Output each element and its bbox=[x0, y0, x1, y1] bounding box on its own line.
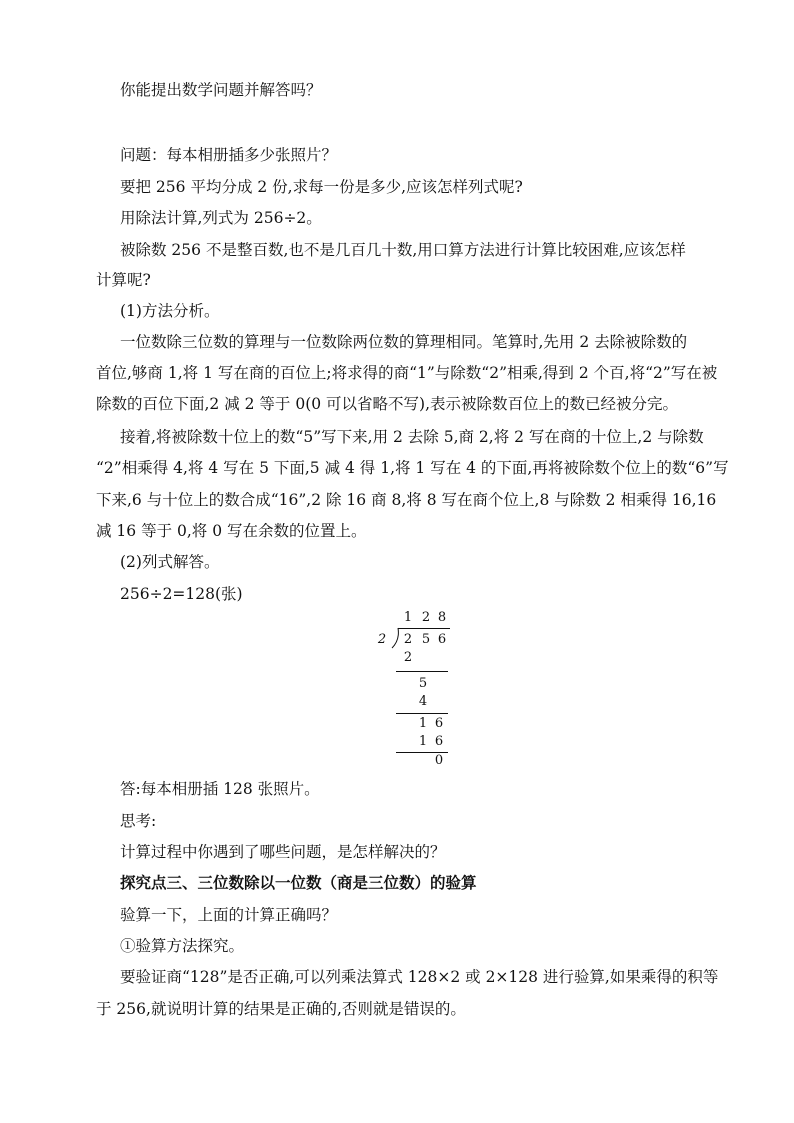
quotient-digit: 2 bbox=[421, 610, 431, 625]
step-row bbox=[376, 694, 446, 710]
answer-line: 答:每本相册插 128 张照片。 bbox=[120, 780, 320, 798]
quotient-row bbox=[376, 610, 446, 626]
method-line-1: 一位数除三位数的算理与一位数除两位数的算理相同。笔算时,先用 2 去除被除数的 bbox=[120, 333, 688, 351]
step-digit: 2 bbox=[403, 650, 413, 665]
dividend-digit: 5 bbox=[421, 632, 431, 647]
remainder-digit: 0 bbox=[434, 753, 444, 768]
dividend-digit: 2 bbox=[403, 632, 413, 647]
verify-method-title: ①验算方法探究。 bbox=[120, 937, 245, 955]
step-digit: 1 bbox=[418, 734, 428, 749]
difficulty-line-1: 被除数 256 不是整百数,也不是几百几十数,用口算方法进行计算比较困难,应该怎样 bbox=[120, 241, 686, 259]
step-digit: 4 bbox=[418, 694, 428, 709]
step-digit: 6 bbox=[434, 734, 444, 749]
step-row bbox=[376, 676, 446, 692]
divisor: 2 bbox=[377, 632, 387, 647]
quotient-digit: 1 bbox=[403, 610, 413, 625]
expression-line: 用除法计算,列式为 256÷2。 bbox=[120, 209, 322, 227]
step-row bbox=[376, 650, 446, 666]
long-division bbox=[376, 610, 456, 770]
think-label: 思考: bbox=[120, 812, 157, 830]
section-heading: 探究点三、三位数除以一位数（商是三位数）的验算 bbox=[120, 873, 477, 892]
prompt-line: 你能提出数学问题并解答吗？ bbox=[120, 81, 322, 99]
next-line-1: 接着,将被除数十位上的数“5”写下来,用 2 去除 5,商 2,将 2 写在商的十位上,2 与除数 bbox=[120, 428, 704, 446]
verify-question: 验算一下，上面的计算正确吗？ bbox=[120, 906, 338, 924]
verify-line-1: 要验证商“128”是否正确,可以列乘法算式 128×2 或 2×128 进行验算,如果乘得的积等 bbox=[120, 968, 719, 986]
step-row bbox=[376, 734, 446, 750]
remainder-row bbox=[376, 753, 446, 769]
dividend-digit: 6 bbox=[437, 632, 447, 647]
question-line: 问题：每本相册插多少张照片？ bbox=[120, 146, 338, 164]
method-line-3: 除数的百位下面,2 减 2 等于 0(0 可以省略不写),表示被除数百位上的数已经被分完。 bbox=[96, 395, 679, 413]
next-line-2: “2”相乘得 4,将 4 写在 5 下面,5 减 4 得 1,将 1 写在 4 的下面,再将被除数个位上的数“6”写 bbox=[96, 459, 729, 477]
next-line-4: 减 16 等于 0,将 0 写在余数的位置上。 bbox=[96, 522, 367, 540]
verify-line-2: 于 256,就说明计算的结果是正确的,否则就是错误的。 bbox=[96, 1000, 466, 1018]
step-row bbox=[376, 716, 446, 732]
step-line bbox=[396, 671, 448, 672]
equation-line: 256÷2=128(张) bbox=[120, 585, 243, 603]
step-digit: 5 bbox=[418, 676, 428, 691]
method-line-2: 首位,够商 1,将 1 写在商的百位上;将求得的商“1”与除数“2”相乘,得到 2 个百,将“2”写在被 bbox=[96, 364, 718, 382]
think-question: 计算过程中你遇到了哪些问题，是怎样解决的？ bbox=[120, 843, 446, 861]
step-line bbox=[396, 713, 448, 714]
quotient-digit: 8 bbox=[437, 610, 447, 625]
division-bar bbox=[398, 628, 450, 629]
difficulty-line-2: 计算呢? bbox=[96, 271, 151, 289]
dividend-row bbox=[376, 632, 446, 648]
step-digit: 1 bbox=[418, 716, 428, 731]
next-line-3: 下来,6 与十位上的数合成“16”,2 除 16 商 8,将 8 写在商个位上,8 与除数 2 相乘得 16,16 bbox=[96, 491, 717, 509]
step-digit: 6 bbox=[434, 716, 444, 731]
method-title: (1)方法分析。 bbox=[120, 302, 220, 320]
formulate-line: 要把 256 平均分成 2 份,求每一份是多少,应该怎样列式呢? bbox=[120, 178, 523, 196]
answer-title: (2)列式解答。 bbox=[120, 553, 220, 571]
